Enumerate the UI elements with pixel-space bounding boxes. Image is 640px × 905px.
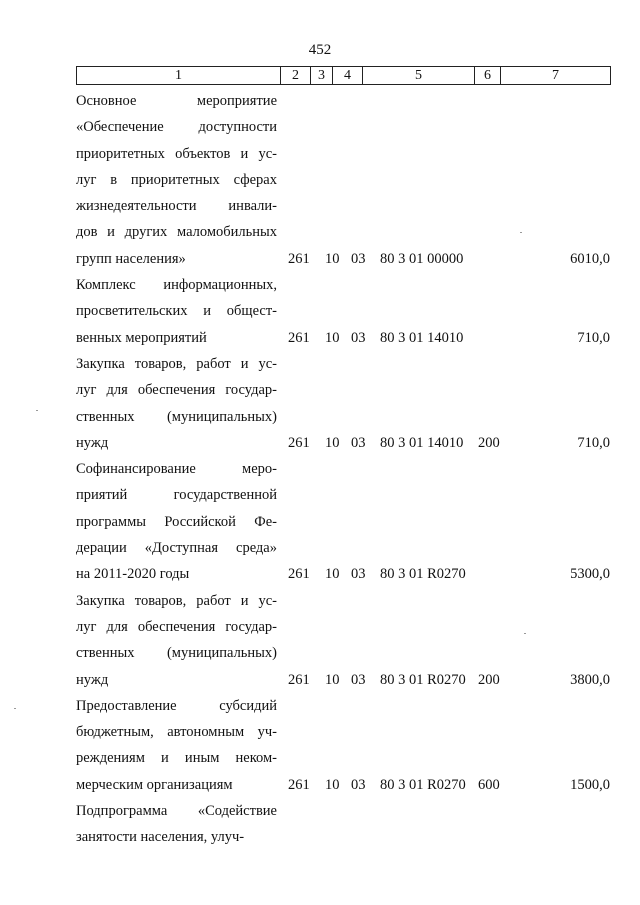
amount-cell: 710,0 <box>577 434 610 451</box>
table-row <box>76 588 610 693</box>
budget-code-cell: 261 <box>288 671 310 688</box>
amount-cell: 3800,0 <box>570 671 610 688</box>
section-cell: 10 <box>325 250 340 267</box>
subsection-cell: 03 <box>351 566 366 583</box>
budget-code-cell: 261 <box>288 776 310 793</box>
target-article-cell: 80 3 01 R0270 <box>380 671 466 688</box>
description-line: мерческим организациям <box>76 776 233 793</box>
description-line: луг для обеспечения государ- <box>76 382 277 399</box>
description-line: Предоставление субсидий <box>76 697 277 714</box>
target-article-cell: 80 3 01 R0270 <box>380 566 466 583</box>
header-col-1: 1 <box>77 67 281 85</box>
description-line: приятий государственной <box>76 487 277 504</box>
description-line: нужд <box>76 434 109 451</box>
budget-code-cell: 261 <box>288 250 310 267</box>
description-line: луг для обеспечения государ- <box>76 618 277 635</box>
table-row <box>76 272 610 351</box>
description-line: реждениям и иным неком- <box>76 750 277 767</box>
table-row <box>76 456 610 587</box>
section-cell: 10 <box>325 329 340 346</box>
amount-cell: 710,0 <box>577 329 610 346</box>
table-header <box>76 66 611 85</box>
description-line: просветительских и общест- <box>76 303 277 320</box>
subsection-cell: 03 <box>351 434 366 451</box>
description-line: нужд <box>76 671 109 688</box>
description-line: венных мероприятий <box>76 329 207 346</box>
expense-type-cell: 600 <box>478 776 500 793</box>
budget-code-cell: 261 <box>288 329 310 346</box>
description-line: программы Российской Фе- <box>76 513 277 530</box>
description-line: Софинансирование меро- <box>76 461 277 478</box>
description-line: приоритетных объектов и ус- <box>76 145 277 162</box>
scan-speck <box>14 708 16 709</box>
table-row <box>76 693 610 798</box>
header-col-4: 4 <box>333 67 363 85</box>
subsection-cell: 03 <box>351 250 366 267</box>
target-article-cell: 80 3 01 00000 <box>380 250 464 267</box>
description-line: Комплекс информационных, <box>76 277 277 294</box>
table-body <box>76 88 610 851</box>
subsection-cell: 03 <box>351 776 366 793</box>
header-col-5: 5 <box>363 67 475 85</box>
description-line: ственных (муниципальных) <box>76 645 277 662</box>
scan-speck <box>520 232 522 233</box>
description-line: Закупка товаров, работ и ус- <box>76 355 277 372</box>
description-line: Подпрограмма «Содействие <box>76 803 277 820</box>
section-cell: 10 <box>325 671 340 688</box>
description-line: на 2011-2020 годы <box>76 566 190 583</box>
table-row <box>76 88 610 272</box>
target-article-cell: 80 3 01 R0270 <box>380 776 466 793</box>
description-line: бюджетным, автономным уч- <box>76 724 277 741</box>
table-row <box>76 798 610 851</box>
target-article-cell: 80 3 01 14010 <box>380 434 464 451</box>
description-line: жизнедеятельности инвали- <box>76 198 277 215</box>
expense-type-cell: 200 <box>478 671 500 688</box>
header-col-3: 3 <box>311 67 333 85</box>
page-number: 452 <box>308 42 332 58</box>
scan-speck <box>524 633 526 634</box>
description-line: Закупка товаров, работ и ус- <box>76 592 277 609</box>
section-cell: 10 <box>325 434 340 451</box>
scan-speck <box>36 410 38 411</box>
header-col-7: 7 <box>501 67 611 85</box>
target-article-cell: 80 3 01 14010 <box>380 329 464 346</box>
header-col-2: 2 <box>281 67 311 85</box>
description-line: ственных (муниципальных) <box>76 408 277 425</box>
subsection-cell: 03 <box>351 329 366 346</box>
row-description <box>76 88 277 272</box>
amount-cell: 6010,0 <box>570 250 610 267</box>
expense-type-cell: 200 <box>478 434 500 451</box>
header-col-6: 6 <box>475 67 501 85</box>
budget-code-cell: 261 <box>288 434 310 451</box>
budget-code-cell: 261 <box>288 566 310 583</box>
description-line: групп населения» <box>76 250 186 267</box>
description-line: занятости населения, улуч- <box>76 829 245 846</box>
description-line: Основное мероприятие <box>76 93 277 109</box>
description-line: луг в приоритетных сферах <box>76 171 277 188</box>
description-line: дов и других маломобильных <box>76 224 277 241</box>
subsection-cell: 03 <box>351 671 366 688</box>
amount-cell: 1500,0 <box>570 776 610 793</box>
description-line: «Обеспечение доступности <box>76 119 277 136</box>
table-row <box>76 351 610 456</box>
description-line: дерации «Доступная среда» <box>76 540 277 557</box>
amount-cell: 5300,0 <box>570 566 610 583</box>
section-cell: 10 <box>325 566 340 583</box>
section-cell: 10 <box>325 776 340 793</box>
